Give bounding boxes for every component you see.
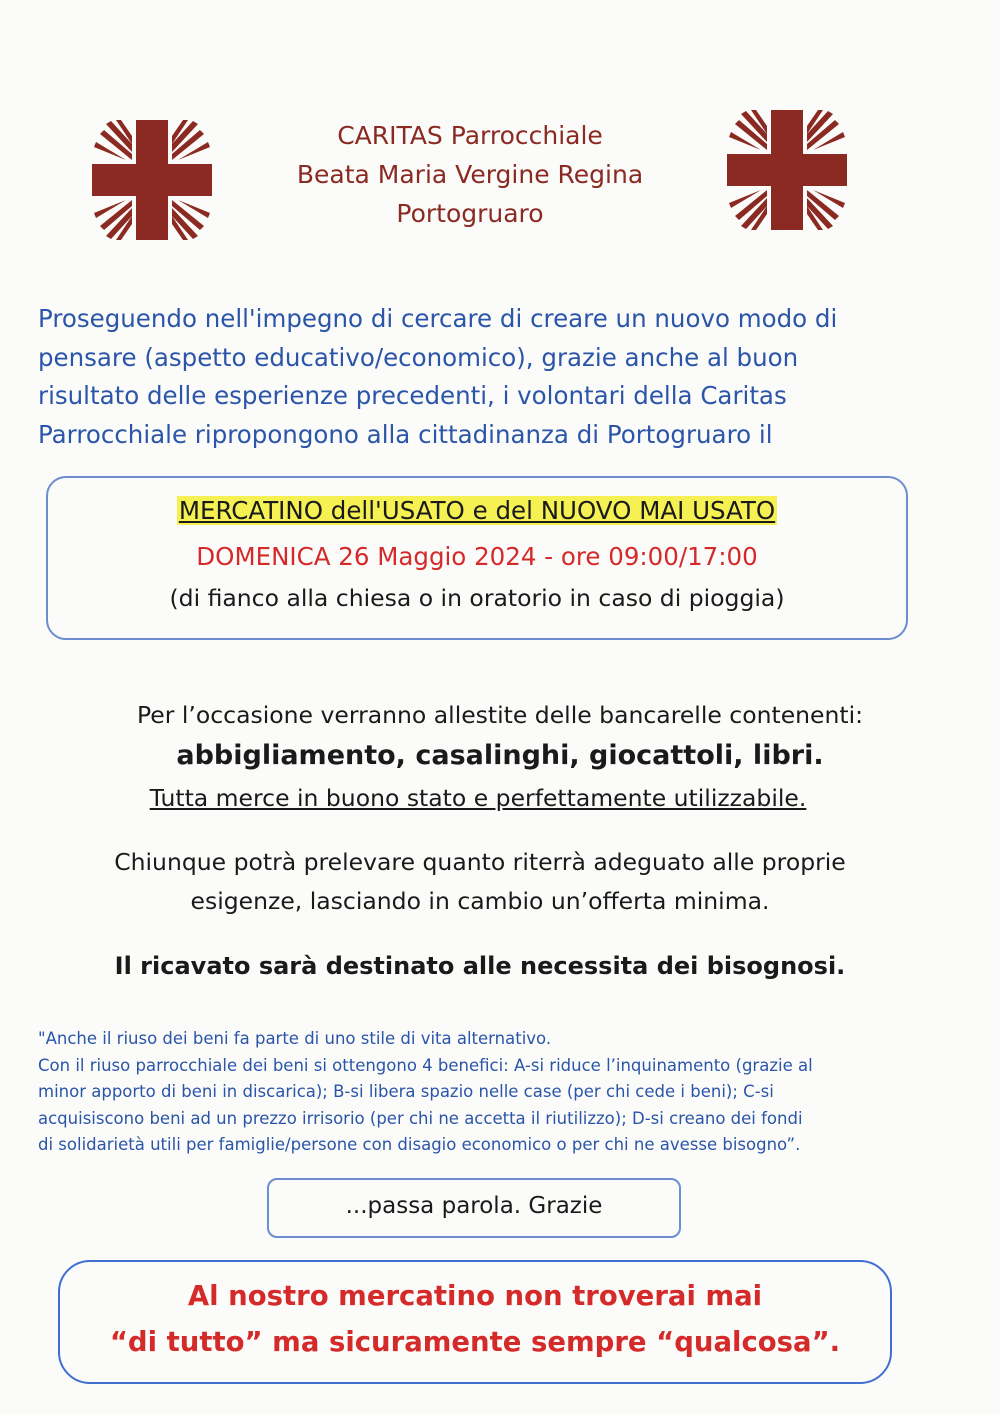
event-title-wrapper	[48, 496, 906, 525]
quote-line: di solidarietà utili per famiglie/persone con disagio economico o per chi ne avesse bisogno”.	[38, 1135, 801, 1154]
event-date: DOMENICA 26 Maggio 2024 - ore 09:00/17:00	[196, 542, 758, 571]
quote-line: "Anche il riuso dei beni fa parte di uno stile di vita alternativo.	[38, 1029, 552, 1048]
closing-line-1: Al nostro mercatino non troverai mai	[187, 1280, 763, 1312]
caritas-logo-left	[92, 120, 212, 240]
intro-line: Proseguendo nell'impegno di cercare di creare un nuovo modo di	[38, 304, 838, 333]
quote-line: minor apporto di beni in discarica); B-si libera spazio nelle case (per chi cede i beni); C-si	[38, 1082, 774, 1101]
quote-line: Con il riuso parrocchiale dei beni si ottengono 4 benefici: A-si riduce l’inquinamento (grazie al	[38, 1055, 813, 1075]
items-list: abbigliamento, casalinghi, giocattoli, libri.	[176, 740, 824, 771]
header-line-3: Portogruaro	[396, 199, 544, 228]
passa-parola-text: ...passa parola. Grazie	[345, 1193, 603, 1219]
intro-line: risultato delle esperienze precedenti, i volontari della Caritas	[38, 381, 787, 410]
organization-header	[200, 116, 740, 233]
header-line-1: CARITAS Parrocchiale	[337, 121, 603, 150]
intro-line: pensare (aspetto educativo/economico), grazie anche al buon	[38, 342, 799, 372]
closing-box	[58, 1260, 892, 1384]
header-line-2: Beata Maria Vergine Regina	[296, 160, 644, 189]
occasion-text: Per l’occasione verranno allestite delle bancarelle contenenti:	[136, 701, 864, 729]
quote-line: acquisiscono beni ad un prezzo irrisorio (per chi ne accetta il riutilizzo); D-si creano dei fondi	[38, 1108, 803, 1128]
chiunque-line-2: esigenze, lasciando in cambio un’offerta minima.	[190, 887, 770, 915]
intro-paragraph	[38, 300, 968, 454]
condition-text: Tutta merce in buono stato e perfettamente utilizzabile.	[149, 784, 807, 812]
passa-parola-box	[267, 1178, 681, 1238]
chiunque-line-1: Chiunque potrà prelevare quanto riterrà adeguato alle proprie	[114, 848, 846, 876]
event-box	[46, 476, 908, 640]
event-title: MERCATINO dell'USATO e del NUOVO MAI USATO	[178, 496, 776, 525]
reuse-quote	[38, 1026, 938, 1159]
event-location: (di fianco alla chiesa o in oratorio in caso di pioggia)	[169, 584, 785, 612]
proceeds-text: Il ricavato sarà destinato alle necessita dei bisognosi.	[114, 952, 846, 980]
intro-line: Parrocchiale ripropongono alla cittadinanza di Portogruaro il	[38, 419, 773, 449]
closing-line-2: “di tutto” ma sicuramente sempre “qualcosa”.	[109, 1326, 841, 1358]
caritas-logo-right	[727, 110, 847, 230]
